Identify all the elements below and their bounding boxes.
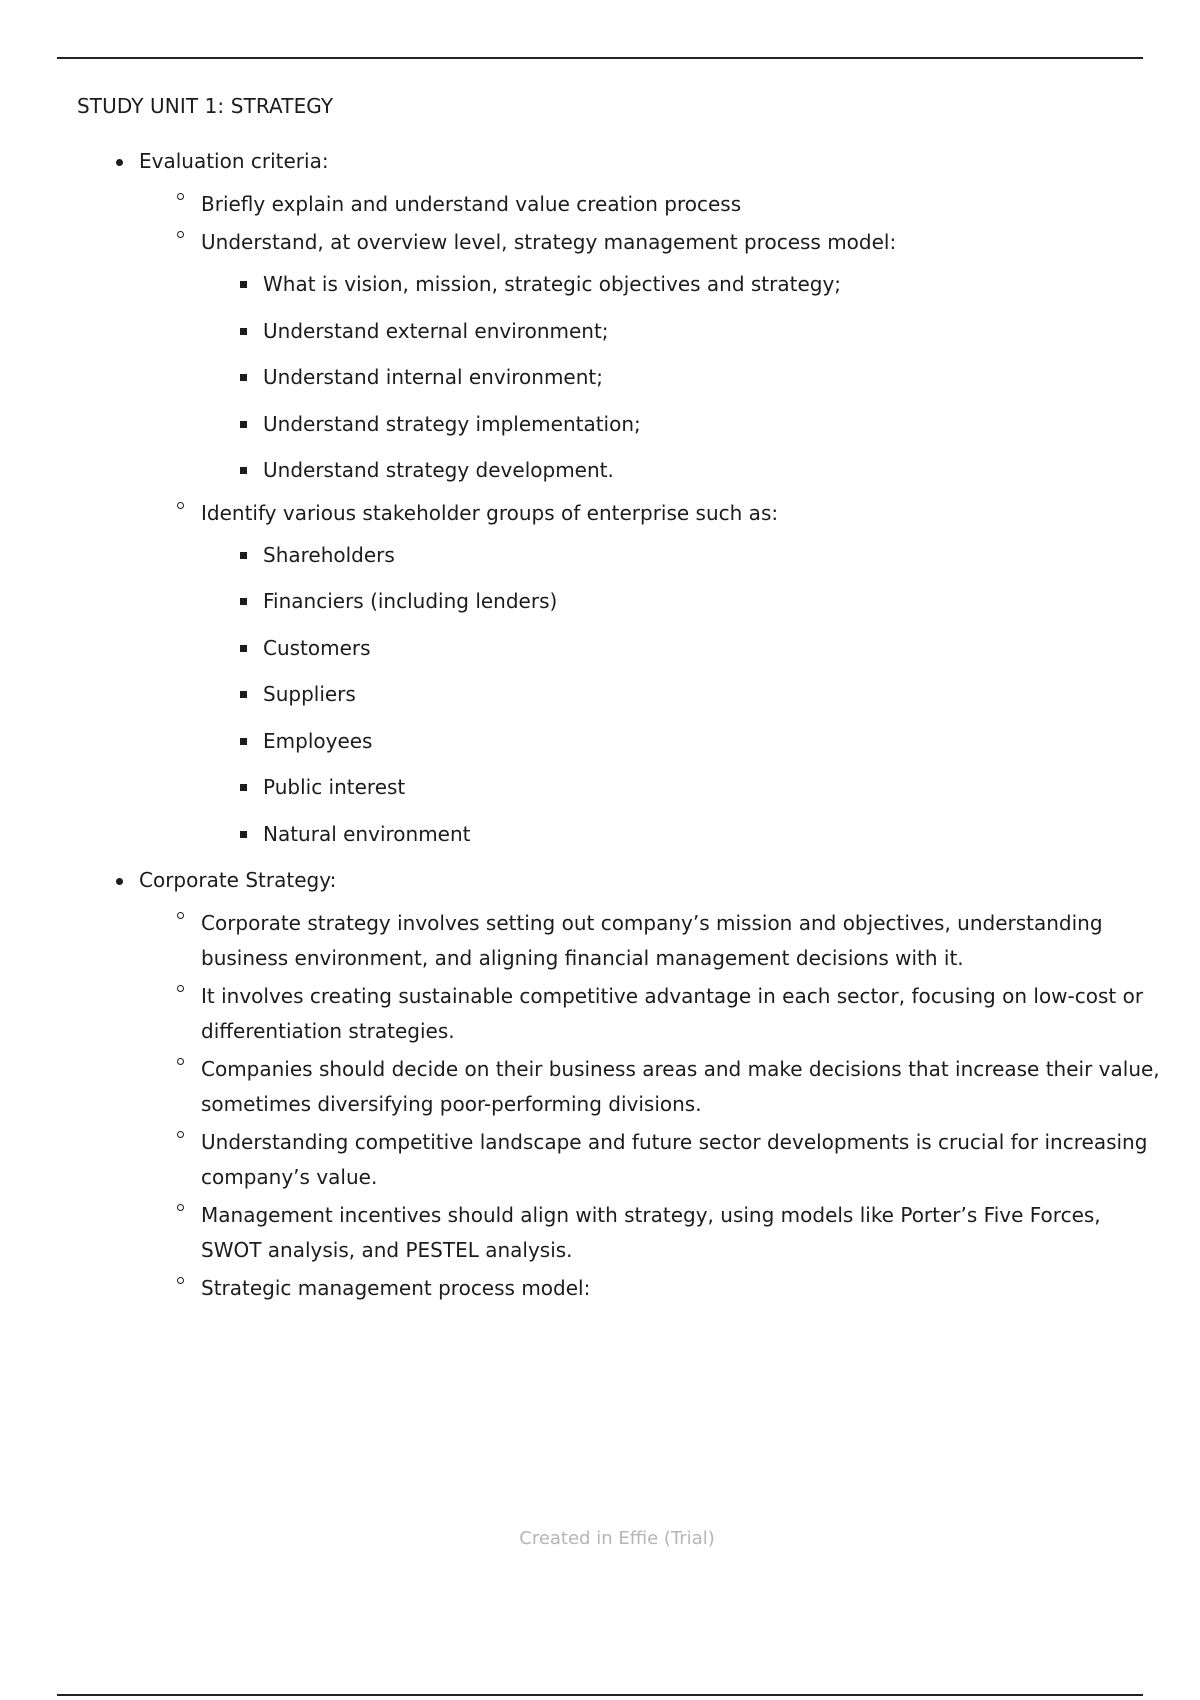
item-text: Understand internal environment; xyxy=(263,365,603,389)
list-item xyxy=(201,271,1200,318)
item-text: Strategic management process model: xyxy=(201,1276,591,1300)
list-item xyxy=(139,225,1200,504)
item-text: Public interest xyxy=(263,775,406,799)
item-text: Suppliers xyxy=(263,682,356,706)
circle-bullet-icon xyxy=(177,1277,184,1284)
list-item xyxy=(201,318,1200,365)
item-text: Corporate strategy involves setting out company’s mission and objectives, understanding business environment, and aligning financial management decisions with it. xyxy=(201,911,1103,970)
list-item xyxy=(201,635,1200,682)
square-bullet-icon xyxy=(240,374,247,381)
square-bullet-icon xyxy=(240,552,247,559)
corporate-strategy-list xyxy=(139,906,1200,1317)
item-text: Identify various stakeholder groups of enterprise such as: xyxy=(201,500,779,525)
list-item xyxy=(139,979,1200,1060)
item-text: Understanding competitive landscape and future sector developments is crucial for increasing company’s value. xyxy=(201,1130,1148,1189)
square-bullet-icon xyxy=(240,281,247,288)
square-bullet-icon xyxy=(240,598,247,605)
section-label: Corporate Strategy: xyxy=(139,868,337,892)
outline-list xyxy=(0,148,1200,1317)
list-item xyxy=(201,774,1200,821)
process-model-list xyxy=(201,271,1200,504)
item-text: Understand strategy implementation; xyxy=(263,411,641,436)
square-bullet-icon xyxy=(240,784,247,791)
item-text: Financiers (including lenders) xyxy=(263,589,558,613)
list-item xyxy=(201,411,1200,458)
list-item xyxy=(139,496,1200,868)
page-title: STUDY UNIT 1: STRATEGY xyxy=(77,94,334,118)
circle-bullet-icon xyxy=(177,1204,184,1211)
section-corporate-strategy xyxy=(0,867,1200,1317)
list-item xyxy=(201,542,1200,589)
item-text: Natural environment xyxy=(263,821,471,846)
item-text: Employees xyxy=(263,728,373,753)
item-text: What is vision, mission, strategic objectives and strategy; xyxy=(263,272,842,296)
square-bullet-icon xyxy=(240,421,247,428)
bottom-divider xyxy=(57,1694,1143,1696)
square-bullet-icon xyxy=(240,738,247,745)
circle-bullet-icon xyxy=(177,502,184,509)
item-text: Briefly explain and understand value creation process xyxy=(201,192,742,216)
square-bullet-icon xyxy=(240,691,247,698)
circle-bullet-icon xyxy=(177,193,184,200)
disc-bullet-icon xyxy=(116,159,123,166)
list-item xyxy=(201,364,1200,411)
list-item xyxy=(139,1052,1200,1133)
circle-bullet-icon xyxy=(177,985,184,992)
square-bullet-icon xyxy=(240,328,247,335)
square-bullet-icon xyxy=(240,645,247,652)
list-item xyxy=(139,1198,1200,1279)
list-item xyxy=(201,728,1200,775)
item-text: It involves creating sustainable competitive advantage in each sector, focusing on low-cost or differentiation strategies. xyxy=(201,984,1144,1043)
circle-bullet-icon xyxy=(177,231,184,238)
circle-bullet-icon xyxy=(177,1058,184,1065)
item-text: Shareholders xyxy=(263,542,395,567)
item-text: Understand strategy development. xyxy=(263,458,614,482)
section-evaluation-criteria xyxy=(0,148,1200,867)
list-item xyxy=(139,1271,1200,1317)
item-text: Companies should decide on their business areas and make decisions that increase their value, sometimes diversifying poor-performing divisions. xyxy=(201,1057,1160,1116)
list-item xyxy=(201,681,1200,728)
stakeholder-list xyxy=(201,542,1200,868)
square-bullet-icon xyxy=(240,467,247,474)
watermark-footer: Created in Effie (Trial) xyxy=(519,1528,715,1549)
disc-bullet-icon xyxy=(116,878,123,885)
top-divider xyxy=(57,57,1143,59)
list-item xyxy=(201,821,1200,868)
section-label: Evaluation criteria: xyxy=(139,149,329,173)
item-text: Understand external environment; xyxy=(263,318,609,343)
list-item xyxy=(201,588,1200,635)
circle-bullet-icon xyxy=(177,1131,184,1138)
square-bullet-icon xyxy=(240,831,247,838)
list-item xyxy=(139,906,1200,987)
item-text: Customers xyxy=(263,635,371,660)
criteria-list xyxy=(139,187,1200,867)
list-item xyxy=(139,1125,1200,1206)
item-text: Management incentives should align with strategy, using models like Porter’s Five Forces, SWOT analysis, and PESTEL analysis. xyxy=(201,1203,1101,1262)
item-text: Understand, at overview level, strategy management process model: xyxy=(201,230,897,254)
circle-bullet-icon xyxy=(177,912,184,919)
